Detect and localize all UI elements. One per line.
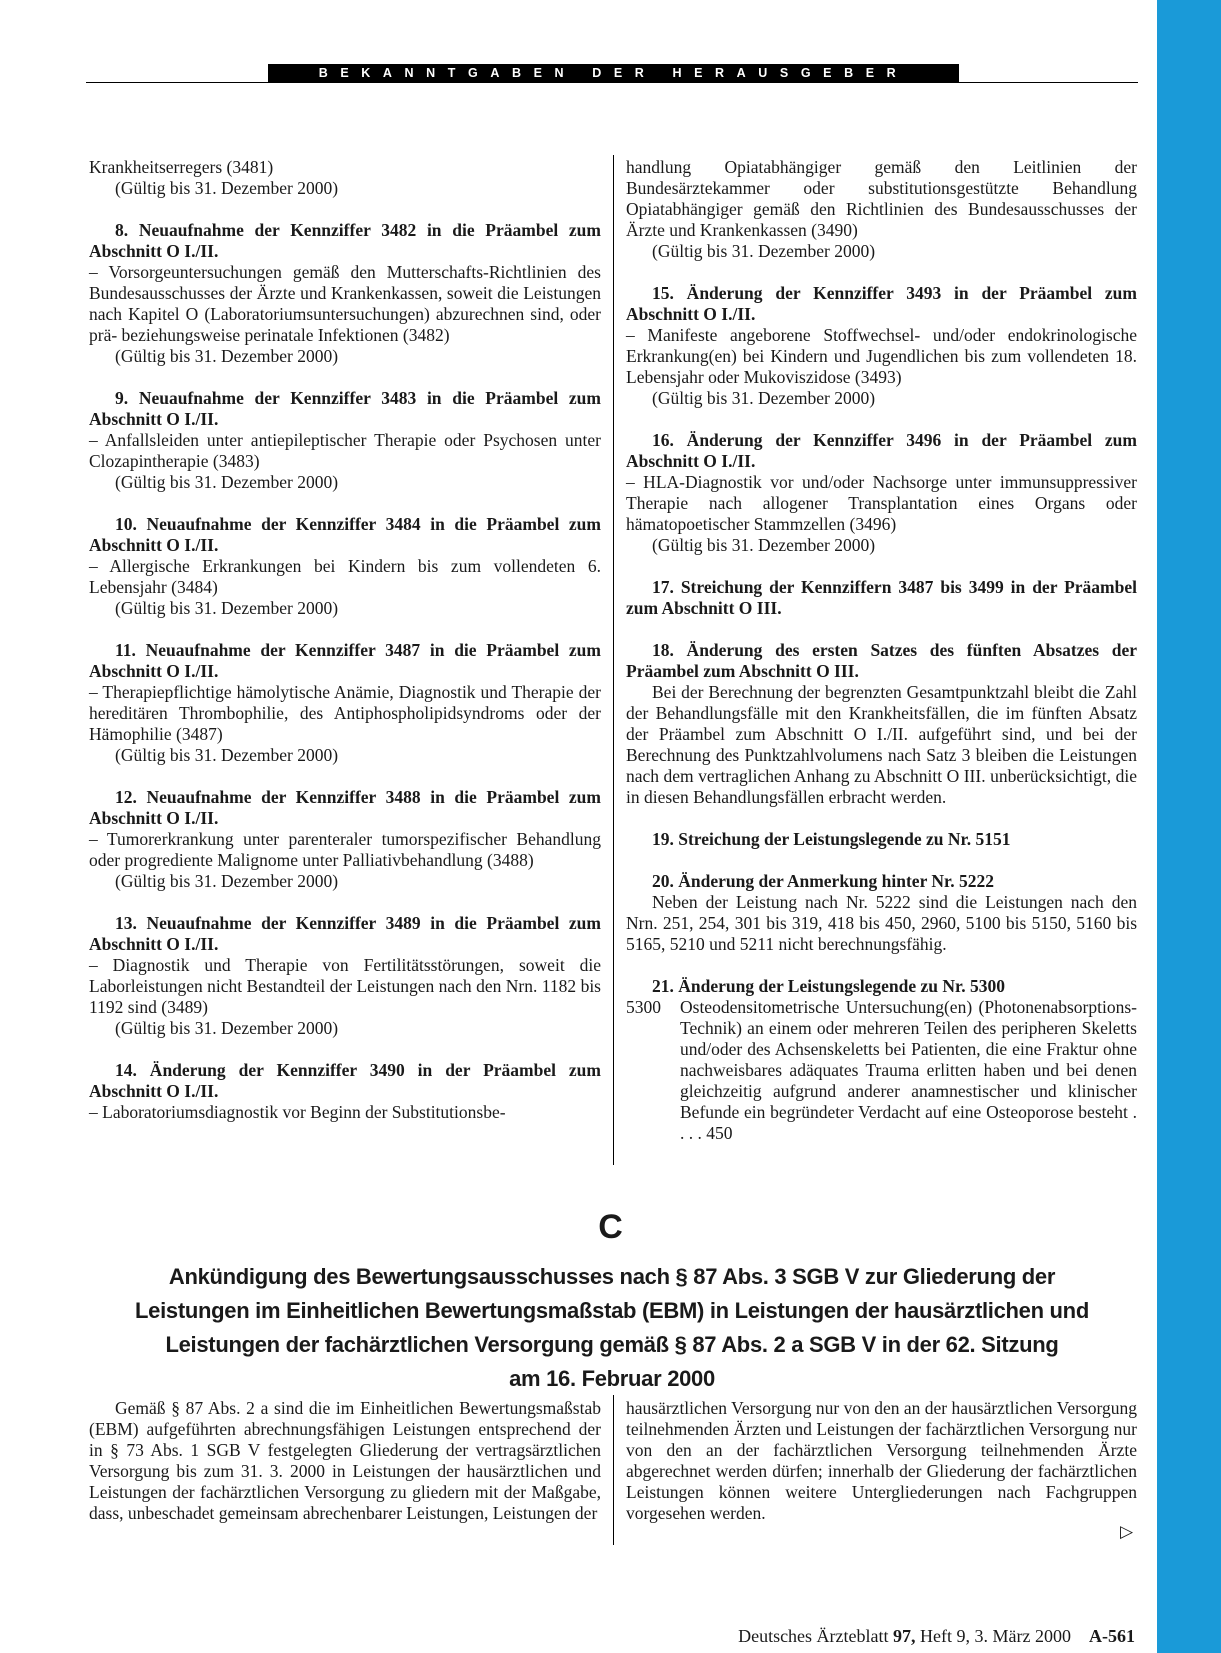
item-5300-number: 5300 [626,997,661,1017]
section-heading: 8. Neuaufnahme der Kennziffer 3482 in die Präambel zum Abschnitt O I./II. [89,220,601,261]
body-paragraph: – Manifeste angeborene Stoffwechsel- und/oder endokrinologische Erkrankung(en) bei Kindern und Jugendlichen bis zum vollendeten 18. Lebensjahr oder Mukoviszidose (3493) [626,325,1137,387]
spacer [89,766,601,787]
spacer [89,367,601,388]
section-heading: 19. Streichung der Leistungslegende zu Nr. 5151 [652,829,1011,849]
section-heading: 17. Streichung der Kennziffern 3487 bis 3499 in der Präambel zum Abschnitt O III. [626,577,1137,618]
body-paragraph: Krankheitserregers (3481) [89,157,274,177]
item-5300-text: Osteodensitometrische Untersuchung(en) (Photonenabsorptions-Technik) an einem oder mehreren Teilen des peripheren Skeletts und/oder des Achsenskeletts bei Patienten, die eine Fraktur ohne nachweisbares adäquates Trauma erlitten haben und bei denen gleichzeitig aufgrund anderer anamnestischer und klinischer Befunde ein begründeter Verdacht auf eine Osteoporose besteht . . . . 450 [680,997,1137,1143]
footer-journal: Deutsches Ärzteblatt [738,1626,889,1646]
footer-page-number: A-561 [1089,1626,1135,1646]
spacer [89,892,601,913]
announcement-paragraph: hausärztlichen Versorgung nur von den an der hausärztlichen Versorgung teilnehmenden Ärzten und Leistungen der fachärztlichen Versorgung nur von den an der fachärztlichen Versorgung teilnehmenden Ärzte abgerechnet werden dürfen; innerhalb der Gliederung der fachärztlichen Leistungen können weitere Untergliederungen nach Fachgruppen vorgesehen werden. [626,1398,1137,1523]
right-column [626,157,1137,1144]
section-heading: 15. Änderung der Kennziffer 3493 in der Präambel zum Abschnitt O I./II. [626,283,1137,324]
section-heading: 18. Änderung des ersten Satzes des fünften Absatzes der Präambel zum Abschnitt O III. [626,640,1137,681]
section-heading: 10. Neuaufnahme der Kennziffer 3484 in die Präambel zum Abschnitt O I./II. [89,514,601,555]
footer-volume: 97, [893,1626,916,1646]
column-divider [613,1395,614,1545]
section-heading: 12. Neuaufnahme der Kennziffer 3488 in die Präambel zum Abschnitt O I./II. [89,787,601,828]
spacer [626,556,1137,577]
spacer [626,262,1137,283]
spacer [626,955,1137,976]
body-paragraph: – Allergische Erkrankungen bei Kindern bis zum vollendeten 6. Lebensjahr (3484) [89,556,601,597]
spacer [626,619,1137,640]
page-footer [738,1626,1135,1647]
validity-note: (Gültig bis 31. Dezember 2000) [115,871,339,891]
body-paragraph: – Laboratoriumsdiagnostik vor Beginn der Substitutionsbe- [89,1102,506,1122]
announcement-left-column [89,1398,601,1524]
announcement-title-line: am 16. Februar 2000 [509,1366,715,1391]
column-divider [613,155,614,1165]
validity-note: (Gültig bis 31. Dezember 2000) [115,346,339,366]
section-heading: 11. Neuaufnahme der Kennziffer 3487 in die Präambel zum Abschnitt O I./II. [89,640,601,681]
validity-note: (Gültig bis 31. Dezember 2000) [115,472,339,492]
validity-note: (Gültig bis 31. Dezember 2000) [115,178,339,198]
spacer [89,1039,601,1060]
announcement-title-line: Ankündigung des Bewertungsausschusses nach § 87 Abs. 3 SGB V zur Gliederung der [168,1264,1056,1289]
section-heading: 20. Änderung der Anmerkung hinter Nr. 5222 [652,871,994,891]
section-heading: 13. Neuaufnahme der Kennziffer 3489 in die Präambel zum Abschnitt O I./II. [89,913,601,954]
section-heading: 21. Änderung der Leistungslegende zu Nr. 5300 [652,976,1005,996]
body-paragraph: Neben der Leistung nach Nr. 5222 sind die Leistungen nach den Nrn. 251, 254, 301 bis 319, 418 bis 450, 2960, 5100 bis 5150, 5160 bis 5165, 5210 und 5211 nicht berechnungsfähig. [626,892,1137,954]
body-paragraph: – Anfallsleiden unter antiepileptischer Therapie oder Psychosen unter Clozapintherapie (3483) [89,430,601,471]
body-paragraph: Bei der Berechnung der begrenzten Gesamtpunktzahl bleibt die Zahl der Behandlungsfälle mit den Krankheitsfällen, die im fünften Absatz der Präambel zum Abschnitt O I./II. aufgeführt sind, und bei der Berechnung des Punktzahlvolumens nach Satz 3 bleiben die Leistungen nach dem vertraglichen Anhang zu Abschnitt O III. unberücksichtigt, die in diesen Behandlungsfällen erbracht werden. [626,682,1137,807]
spacer [89,493,601,514]
continue-arrow-icon: ▷ [1120,1522,1134,1542]
spacer [626,850,1137,871]
validity-note: (Gültig bis 31. Dezember 2000) [652,388,876,408]
left-column [89,157,601,1123]
announcement-title-line: Leistungen der fachärztlichen Versorgung gemäß § 87 Abs. 2 a SGB V in der 62. Sitzung [165,1332,1059,1357]
body-paragraph: – Therapiepflichtige hämolytische Anämie, Diagnostik und Therapie der hereditären Thrombophilie, des Antiphospholipidsyndroms oder der Hämophilie (3487) [89,682,601,744]
body-paragraph: – Tumorerkrankung unter parenteraler tumorspezifischer Behandlung oder progrediente Malignome unter Palliativbehandlung (3488) [89,829,601,870]
body-paragraph: – HLA-Diagnostik vor und/oder Nachsorge unter immunsuppressiver Therapie nach allogener Transplantation eines Organs oder hämatopoetischer Stammzellen (3496) [626,472,1137,534]
item-5300 [626,997,1137,1144]
section-header: BEKANNTGABEN DER HERAUSGEBER [268,64,959,83]
body-paragraph: handlung Opiatabhängiger gemäß den Leitlinien der Bundesärztekammer oder substitutionsgestützte Behandlung Opiatabhängiger gemäß den Richtlinien des Bundesausschusses der Ärzte und Krankenkassen (3490) [626,157,1137,240]
section-heading: 16. Änderung der Kennziffer 3496 in der Präambel zum Abschnitt O I./II. [626,430,1137,471]
body-paragraph: – Diagnostik und Therapie von Fertilitätsstörungen, soweit die Laborleistungen nicht Bestandteil der Leistungen nach den Nrn. 1182 bis 1192 sind (3489) [89,955,601,1017]
spacer [89,199,601,220]
section-heading: 9. Neuaufnahme der Kennziffer 3483 in die Präambel zum Abschnitt O I./II. [89,388,601,429]
section-heading: 14. Änderung der Kennziffer 3490 in der Präambel zum Abschnitt O I./II. [89,1060,601,1101]
announcement-title-line: Leistungen im Einheitlichen Bewertungsmaßstab (EBM) in Leistungen der hausärztlichen und [135,1298,1089,1323]
spacer [89,619,601,640]
spacer [626,808,1137,829]
validity-note: (Gültig bis 31. Dezember 2000) [115,1018,339,1038]
announcement-paragraph: Gemäß § 87 Abs. 2 a sind die im Einheitlichen Bewertungsmaßstab (EBM) aufgeführten abrechnungsfähigen Leistungen entsprechend der in § 73 Abs. 1 SGB V festgelegten Gliederung der vertragsärztlichen Versorgung bis zum 31. 3. 2000 in Leistungen der hausärztlichen und Leistungen der fachärztlichen Versorgung zu gliedern mit der Maßgabe, dass, unbeschadet gemeinsam abrechenbarer Leistungen, Leistungen der [89,1398,601,1523]
footer-issue: Heft 9, 3. März 2000 [920,1626,1071,1646]
validity-note: (Gültig bis 31. Dezember 2000) [652,241,876,261]
validity-note: (Gültig bis 31. Dezember 2000) [115,598,339,618]
section-letter: C [598,1208,623,1246]
spacer [626,409,1137,430]
announcement-title [86,1260,1138,1396]
color-sidebar [1157,0,1221,1653]
validity-note: (Gültig bis 31. Dezember 2000) [652,535,876,555]
announcement-right-column [626,1398,1137,1524]
body-paragraph: – Vorsorgeuntersuchungen gemäß den Mutterschafts-Richtlinien des Bundesausschusses der Ärzte und Krankenkassen, soweit die Leistungen nach Kapitel O (Laboratoriumsuntersuchungen) abzurechnen sind, oder prä- beziehungsweise perinatale Infektionen (3482) [89,262,601,345]
validity-note: (Gültig bis 31. Dezember 2000) [115,745,339,765]
